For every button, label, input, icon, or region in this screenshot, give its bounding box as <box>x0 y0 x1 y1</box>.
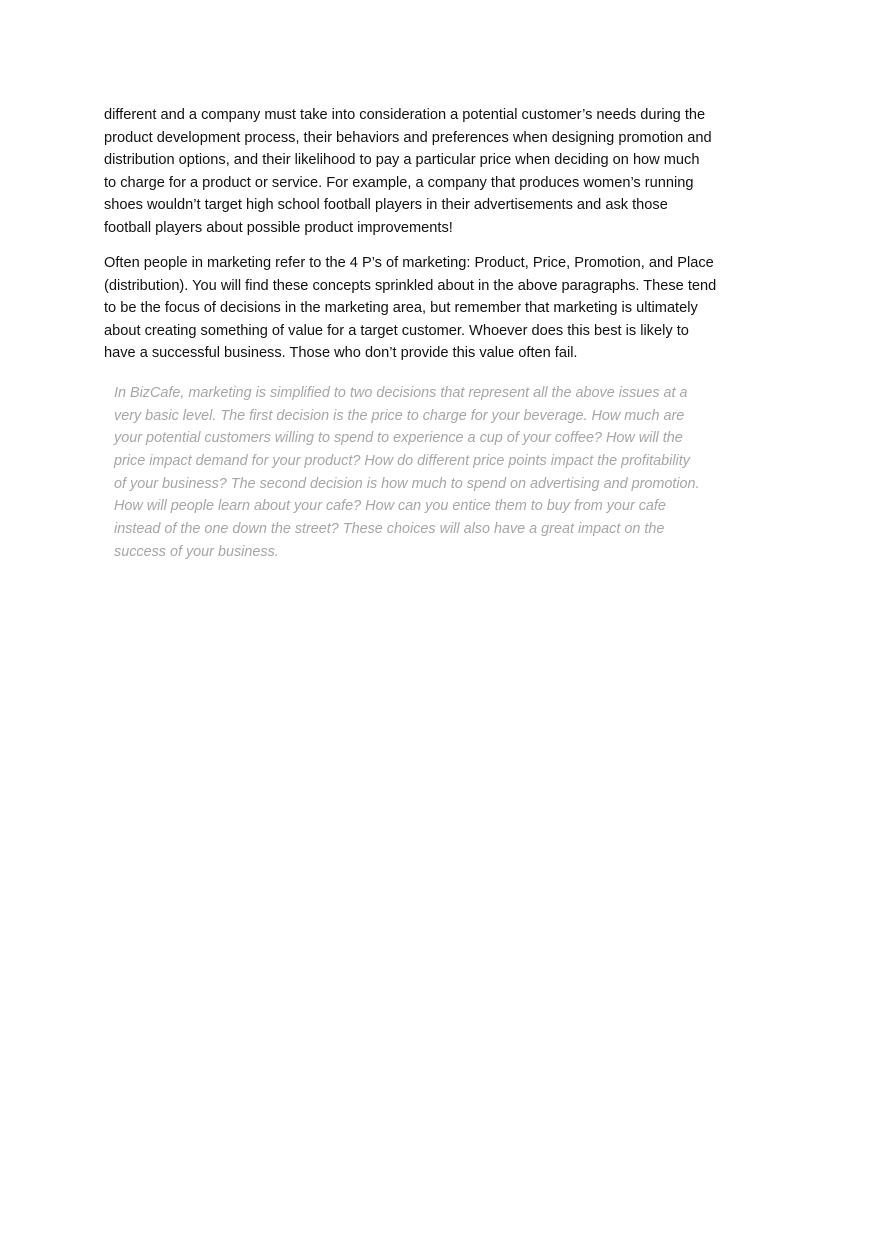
text-line: shoes wouldn’t target high school football players in their advertisements and ask those <box>104 197 668 214</box>
text-line: In BizCafe, marketing is simplified to two decisions that represent all the above issues at a <box>114 385 688 401</box>
text-line: success of your business. <box>114 543 279 560</box>
text-line: very basic level. The first decision is the price to charge for your beverage. How much are <box>114 407 685 424</box>
text-line: price impact demand for your product? How do different price points impact the profitability <box>114 453 690 470</box>
paragraph-audience <box>104 104 712 240</box>
text-line: (distribution). You will find these concepts sprinkled about in the above paragraphs. These tend <box>104 277 717 294</box>
text-line: have a successful business. Those who don’t provide this value often fail. <box>104 345 578 362</box>
text-line: product development process, their behaviors and preferences when designing promotion and <box>104 129 712 146</box>
text-line: to be the focus of decisions in the marketing area, but remember that marketing is ultimately <box>104 300 698 317</box>
text-line: distribution options, and their likelihood to pay a particular price when deciding on how much <box>104 152 700 169</box>
text-line: different and a company must take into consideration a potential customer’s needs during the <box>104 107 706 123</box>
text-line: instead of the one down the street? These choices will also have a great impact on the <box>114 521 665 538</box>
text-line: football players about possible product improvements! <box>104 219 453 236</box>
text-line: How will people learn about your cafe? How can you entice them to buy from your cafe <box>114 498 666 515</box>
text-line: of your business? The second decision is how much to spend on advertising and promotion. <box>114 475 700 492</box>
text-line: Often people in marketing refer to the 4 P’s of marketing: Product, Price, Promotion, and Place <box>104 255 714 271</box>
bizcafe-callout <box>114 382 700 564</box>
text-line: about creating something of value for a target customer. Whoever does this best is likely to <box>104 322 689 339</box>
text-line: to charge for a product or service. For example, a company that produces women’s running <box>104 174 694 191</box>
text-line: your potential customers willing to spend to experience a cup of your coffee? How will the <box>114 430 683 447</box>
paragraph-four-ps <box>104 252 716 365</box>
